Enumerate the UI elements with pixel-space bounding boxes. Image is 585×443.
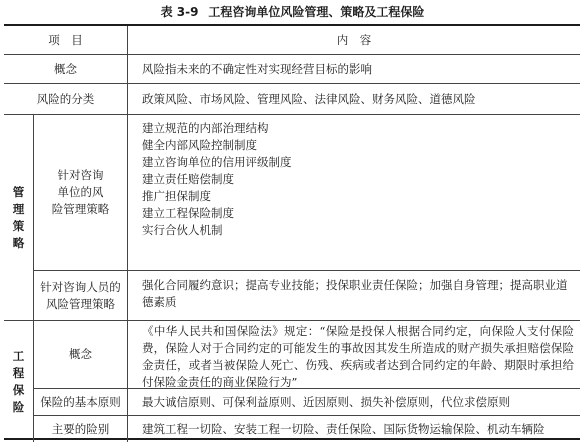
risk-insurance-table [4,24,580,440]
group-management-char: 理 [12,201,25,216]
row-classification-label: 风险的分类 [4,83,128,114]
group-engineering-insurance [4,320,34,442]
row-unit-strategy-label [34,114,128,270]
row-concept-label: 概念 [4,54,128,83]
unit-strategy-label-line: 险管理策略 [51,202,110,216]
list-item: 建立咨询单位的信用评级制度 [142,155,292,169]
table-caption [0,2,585,22]
table-title: 工程咨询单位风险管理、策略及工程保险 [208,5,425,19]
personnel-strategy-label-line: 风险管理策略 [46,296,115,311]
row-insurance-concept-label: 概念 [34,320,128,388]
table-number: 表 3-9 [160,5,199,19]
unit-strategy-label-line: 单位的风 [57,185,104,199]
row-unit-strategy-list [128,114,580,270]
row-principles-label: 保险的基本原则 [34,388,128,415]
list-item: 推广担保制度 [142,189,211,203]
group-management-char: 略 [12,235,25,250]
group-insurance-char: 工 [12,348,25,363]
row-insurance-concept-content: 《中华人民共和国保险法》规定：“保险是投保人根据合同约定，向保险人支付保险费，保险人对于合同约定的可能发生的事故因其发生所造成的财产损失承担赔偿保险金责任，或者当被保险人死亡、伤残、疾病或者达到合同约定的年龄、期限时承担给付保险金责任的商业保险行为” [128,320,580,388]
group-management-char: 策 [12,218,25,233]
row-principles-content: 最大诚信原则、可保利益原则、近因原则、损失补偿原则，代位求偿原则 [128,388,580,415]
group-insurance-char: 程 [12,365,25,380]
group-insurance-char: 险 [12,399,25,414]
personnel-strategy-label-line: 针对咨询人员的 [40,279,121,294]
row-concept-content: 风险指未来的不确定性对实现经营目标的影响 [128,54,580,83]
header-item: 项 目 [4,26,128,54]
unit-strategy-label-line: 针对咨询 [57,168,104,182]
list-item: 建立工程保险制度 [142,206,234,220]
group-management-char: 管 [12,184,25,199]
row-types-content: 建筑工程一切险、安装工程一切险、责任保险、国际货物运输保险、机动车辆险 [128,415,580,442]
row-personnel-strategy-content: 强化合同履约意识；提高专业技能；投保职业责任保险；加强自身管理；提高职业道德素质 [128,270,580,320]
row-types-label: 主要的险别 [34,415,128,442]
list-item: 建立规范的内部治理结构 [142,121,269,135]
row-classification-content: 政策风险、市场风险、管理风险、法律风险、财务风险、道德风险 [128,83,580,114]
group-management-strategy [4,114,34,320]
group-insurance-char: 保 [12,382,25,397]
list-item: 健全内部风险控制制度 [142,138,257,152]
list-item: 建立责任赔偿制度 [142,172,234,186]
list-item: 实行合伙人机制 [142,223,223,237]
header-content: 内 容 [336,32,372,47]
row-personnel-strategy-label [34,270,128,320]
